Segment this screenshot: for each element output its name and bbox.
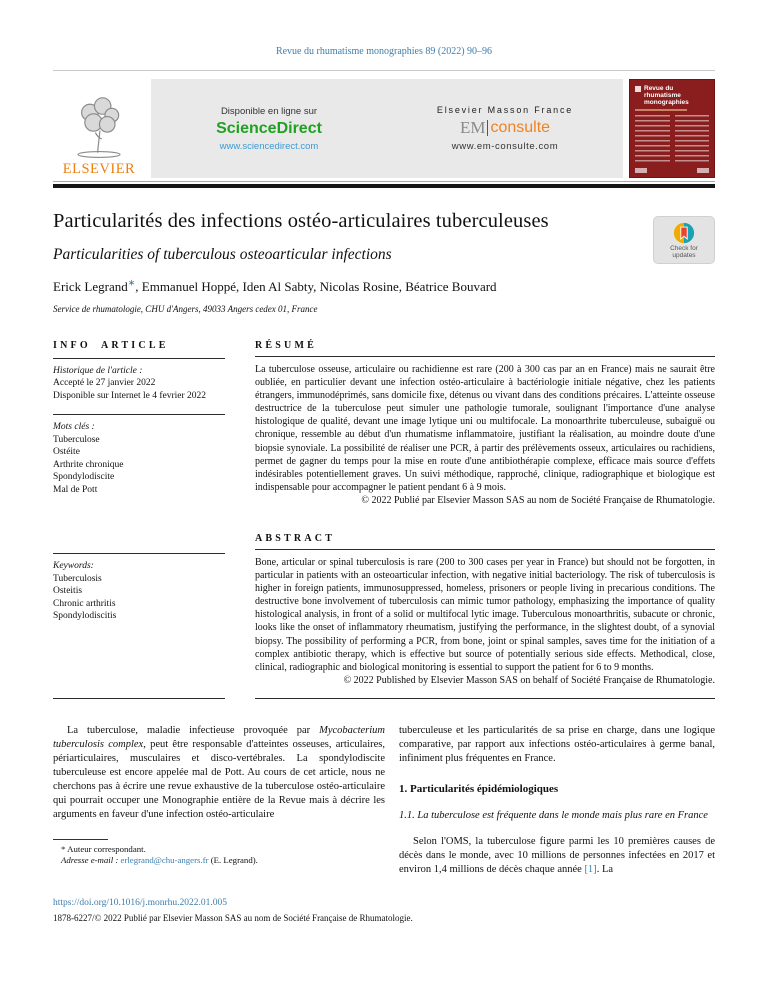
- article-info-abstract-block: [53, 340, 715, 699]
- body-columns: [53, 724, 715, 878]
- sciencedirect-logo[interactable]: ScienceDirect: [216, 119, 322, 137]
- mots-cles-label: Mots clés :: [53, 422, 95, 432]
- keyword-fr: Tuberculose: [53, 434, 100, 445]
- em-consulte-logo[interactable]: [460, 118, 550, 138]
- elsevier-wordmark: ELSEVIER: [62, 161, 136, 177]
- email-link[interactable]: erlegrand@chu-angers.fr: [120, 855, 209, 866]
- cover-logo-mark: [635, 86, 641, 92]
- crossmark-icon: [673, 222, 695, 244]
- em-wordmark: EM: [459, 118, 486, 137]
- elsevier-tree-icon: [70, 96, 128, 160]
- citation-1-link[interactable]: [1]: [584, 864, 597, 876]
- keywords-label: Keywords:: [53, 561, 94, 571]
- keyword-en: Osteitis: [53, 586, 83, 596]
- title-block: [53, 210, 549, 314]
- keyword-fr: Arthrite chronique: [53, 459, 124, 470]
- divider: [255, 549, 715, 550]
- journal-reference-link[interactable]: Revue du rhumatisme monographies 89 (2022) 90–96: [275, 46, 493, 57]
- banner-divider-thick: [53, 184, 715, 188]
- elsevier-logo[interactable]: [53, 79, 145, 178]
- body-paragraph: tuberculeuse et les particularités de sa prise en charge, dans une logique comparative, par rapport aux infections ostéo-articulaires à germe banal, infiniment plus fréquentes en France.: [399, 724, 715, 764]
- divider: [53, 358, 225, 359]
- divider: [53, 698, 225, 699]
- elsevier-masson-label: Elsevier Masson France: [436, 105, 574, 115]
- cover-subtitle-line: [635, 109, 687, 111]
- keyword-en: Spondylodiscitis: [53, 611, 117, 621]
- corresponding-author-star[interactable]: ∗: [127, 277, 136, 288]
- footnote-divider: [53, 839, 108, 840]
- em-consulte-block: [387, 79, 623, 178]
- cover-footer-marks: [635, 168, 709, 173]
- keyword-fr: Spondylodiscite: [53, 472, 115, 482]
- body-left-column: [53, 724, 385, 878]
- resume-copyright: © 2022 Publié par Elsevier Masson SAS au nom de Société Française de Rhumatologie.: [361, 494, 715, 506]
- keyword-en: Tuberculosis: [53, 573, 102, 584]
- email-note: Adresse e-mail : erlegrand@chu-angers.fr (E. Legrand).: [61, 855, 258, 866]
- history-label: Historique de l'article :: [53, 365, 143, 376]
- affiliation: Service de rhumatologie, CHU d'Angers, 49033 Angers cedex 01, France: [53, 304, 318, 314]
- abstract-heading: ABSTRACT: [255, 532, 336, 544]
- header-banner: [53, 79, 715, 178]
- issn-copyright-line: 1878-6227/© 2022 Publié par Elsevier Masson SAS au nom de Société Française de Rhumatologie.: [53, 913, 413, 924]
- divider: [53, 414, 225, 415]
- article-info-column: [53, 340, 225, 699]
- doi-link[interactable]: https://doi.org/10.1016/j.monrhu.2022.01.005: [53, 898, 227, 909]
- footnote-block: [53, 839, 385, 867]
- top-divider: [53, 70, 715, 71]
- em-divider: [487, 120, 488, 136]
- abstract-copyright: © 2022 Published by Elsevier Masson SAS on behalf of Société Française de Rhumatologie.: [343, 674, 715, 686]
- body-paragraph: Selon l'OMS, la tuberculose figure parmi les 10 premières causes de décès dans le monde, avec 10 millions de personnes infectées en 2017 et environ 1,4 millions de décès chaque année [1]. La: [399, 836, 715, 876]
- cover-toc-column: [675, 115, 710, 164]
- abstract-text: Bone, articular or spinal tuberculosis is rare (200 to 300 cases per year in France) but should not be forgotten, in particular in patients with an osteoarticular infection, with negative initial bacteriology. The risk of tuberculosis is higher in foreign patients, immunosuppressed, homeless, prisoners or people living in precarious conditions. The destructive bone involvement of tuberculosis can mimic tumor pathology, emphasizing the importance of quality histological analysis, in front of a solid or multifocal lytic image. Tuberculous monoarthritis, subacute or chronic, looks like the onset of inflammatory rheumatism, justifying the performance, in the slightest doubt, of a synovial biopsy. The possibility of performing a PCR, from bone, joint or spinal samples, saves time for the initiation of a complex antibiotic therapy, which is effective but source of potentially serious side effects. Methodical, close, clinical, radiographic and biological monitoring is essential to support the patient for 6 to 9 months.: [255, 556, 715, 673]
- article-subtitle-en: Particularities of tuberculous osteoarticular infections: [53, 246, 392, 263]
- section-1-heading: 1. Particularités épidémiologiques: [399, 782, 559, 795]
- species-name-italic: Mycobacterium tuberculosis complex: [53, 724, 385, 750]
- sciencedirect-block: [151, 79, 387, 178]
- authors-line: Erick Legrand∗, Emmanuel Hoppé, Iden Al Sabty, Nicolas Rosine, Béatrice Bouvard: [53, 277, 497, 294]
- abstracts-column: [255, 340, 715, 699]
- author-name: Erick Legrand: [53, 279, 128, 294]
- resume-heading: RÉSUMÉ: [255, 340, 317, 351]
- body-paragraph: La tuberculose, maladie infectieuse provoquée par Mycobacterium tuberculosis complex, peut être responsable d'atteintes osseuses, articulaires, périarticulaires, musculaires et disco-vertébrales. La spondylodiscite tuberculeuse est encore appelée mal de Pott. Au cours de cet article, nous ne cherchons pas à écrire une revue exhaustive de la tuberculose ostéo-articulaire qui pourrait occuper une Monographie entière de la Revue mais à décrire les arguments en faveur d'une infection ostéo-articulaire: [53, 724, 385, 820]
- divider: [255, 698, 715, 699]
- available-online-label: Disponible en ligne sur: [220, 105, 318, 117]
- history-item: Disponible sur Internet le 4 fevrier 2022: [53, 390, 207, 401]
- publisher-links-box: [151, 79, 623, 178]
- author-name: Béatrice Bouvard: [405, 279, 497, 294]
- resume-text: La tuberculose osseuse, articulaire ou rachidienne est rare (200 à 300 cas par an en France) mais ne saurait être oubliée, en particulier devant une infection ostéo-articulaire à bactériologie initiale négative, chez les patients étrangers, immunodéprimés, sans domicile fixe, détenus ou vivant dans des conditions précaires. L'atteinte osseuse destructrice de la tuberculose peut simuler une pathologie tumorale, soulignant l'importance d'une analyse histologique de qualité, devant une image lytique uni ou multifocale. La monoarthrite tuberculeuse, subaiguë ou chronique, ressemble au début d'un rhumatisme inflammatoire, justifiant la réalisation, au moindre doute d'une biopsie synoviale. La possibilité de réaliser une PCR, à partir des prélèvements osseux, articulaires ou rachidiens, permet de gagner du temps pour la mise en route d'une antibiothérapie complexe, efficace mais source d'effets indésirables potentiellement graves. Un suivi méthodique, rapproché, clinique, radiographique et biologique est indispensable pour accompagner le patient pendant 6 à 9 mois.: [255, 364, 715, 493]
- corresponding-author-note: * Auteur correspondant.: [61, 843, 146, 854]
- author-name: Emmanuel Hoppé: [141, 279, 236, 294]
- section-1-1-heading: 1.1. La tuberculose est fréquente dans le monde mais plus rare en France: [399, 809, 708, 821]
- cover-toc-column: [635, 115, 670, 164]
- body-right-column: [399, 724, 715, 878]
- author-name: Iden Al Sabty: [242, 279, 314, 294]
- keyword-en: Chronic arthritis: [53, 598, 116, 609]
- page-footer: [53, 892, 715, 923]
- author-name: Nicolas Rosine: [319, 279, 399, 294]
- info-article-heading: INFO ARTICLE: [53, 340, 169, 351]
- cover-contents-lines: [635, 115, 709, 164]
- sciencedirect-url-link[interactable]: www.sciencedirect.com: [219, 140, 319, 152]
- divider: [255, 356, 715, 357]
- divider: [53, 553, 225, 554]
- check-for-updates-label: Check for updates: [670, 244, 698, 259]
- cover-title: Revue du rhumatisme monographies: [644, 85, 689, 106]
- keyword-fr: Ostéite: [53, 447, 80, 457]
- journal-cover-thumbnail[interactable]: [629, 79, 715, 178]
- banner-divider-thin: [53, 181, 715, 182]
- article-title: Particularités des infections ostéo-articulaires tuberculeuses: [53, 210, 549, 232]
- consulte-wordmark: consulte: [490, 119, 551, 136]
- em-consulte-url-link[interactable]: www.em-consulte.com: [451, 141, 559, 152]
- keyword-fr: Mal de Pott: [53, 484, 98, 495]
- check-for-updates-badge[interactable]: [653, 216, 715, 264]
- history-item: Accepté le 27 janvier 2022: [53, 378, 156, 388]
